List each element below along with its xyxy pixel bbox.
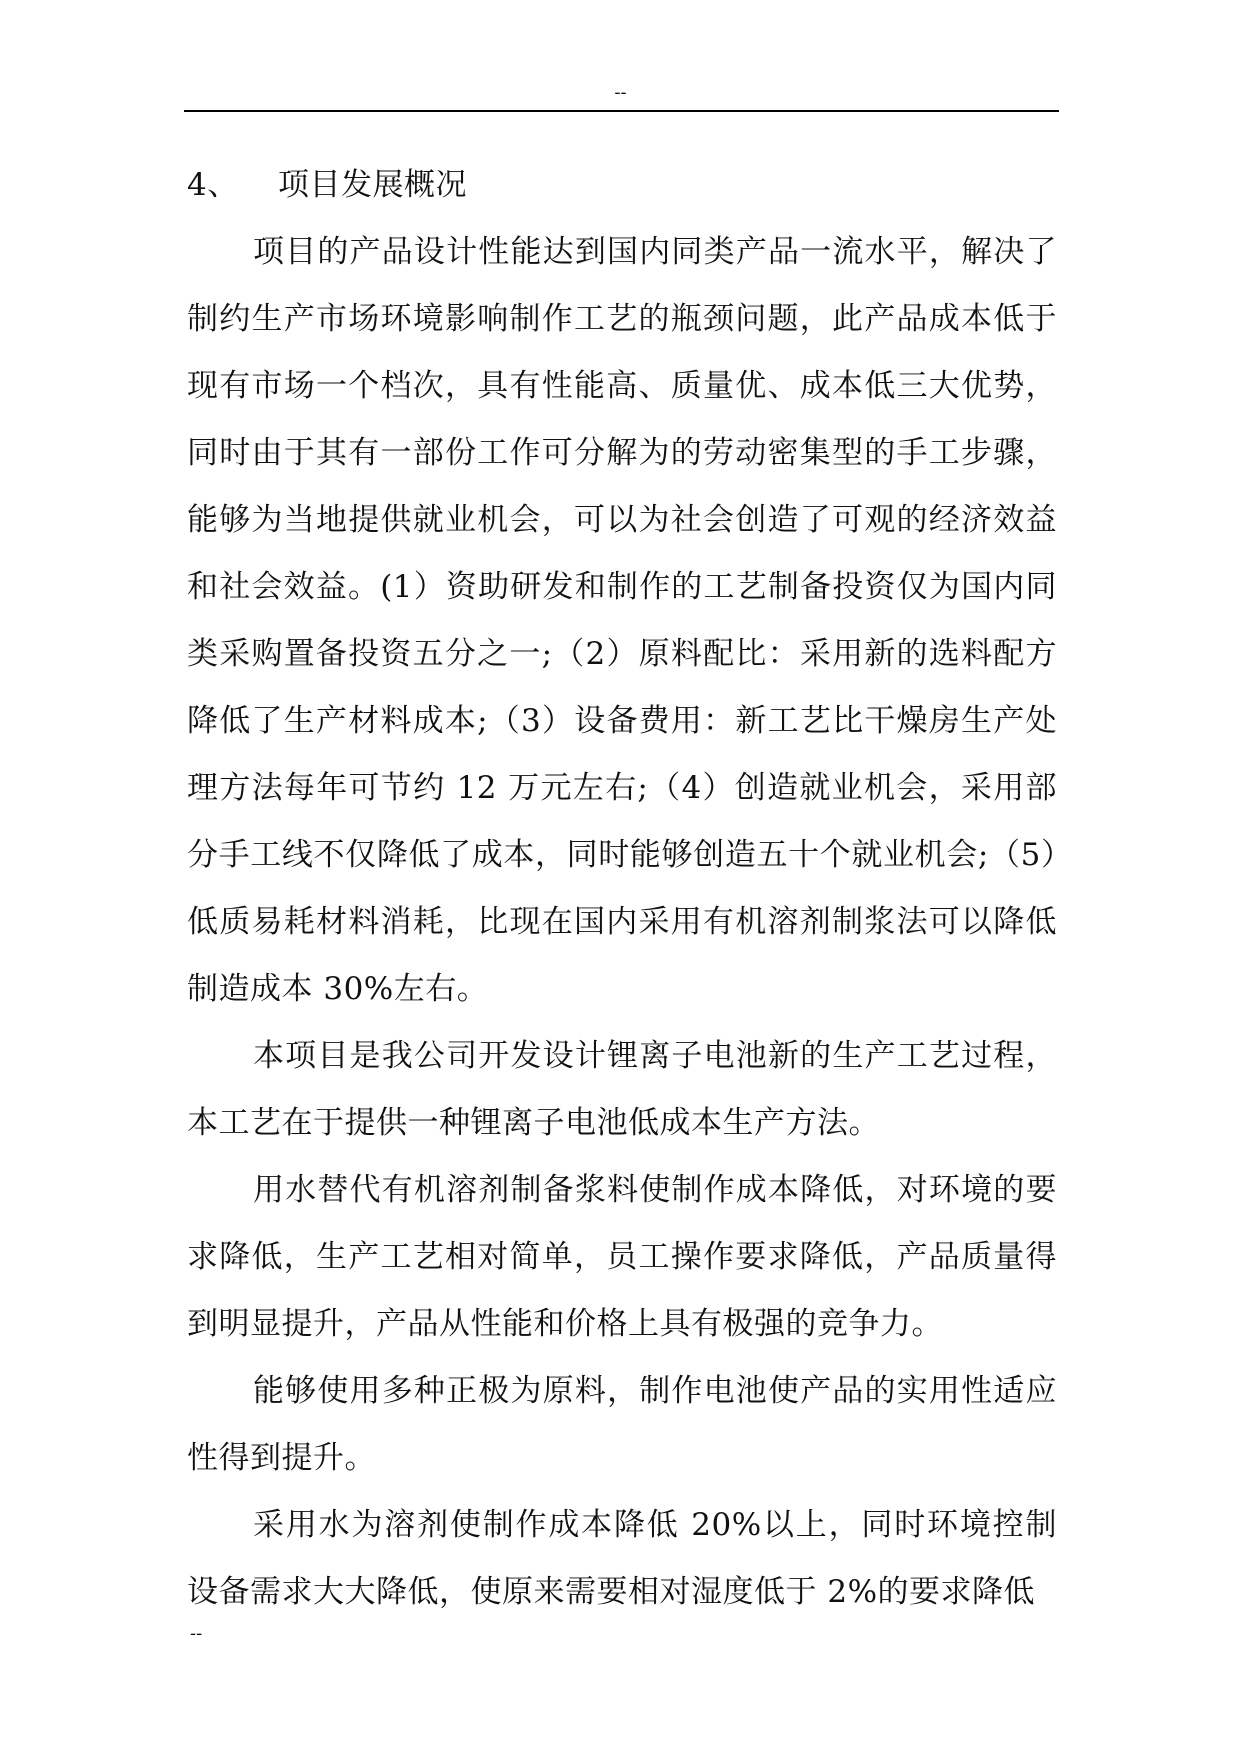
section-title: 项目发展概况 [278,167,467,203]
paragraph-cost-reduction: 采用水为溶剂使制作成本降低 20%以上，同时环境控制设备需求大大降低，使原来需要相对湿度低于 2%的要求降低 [187,1507,1057,1610]
document-body [187,152,1057,1626]
page-header-mark: -- [614,82,627,103]
paragraph-process: 本项目是我公司开发设计锂离子电池新的生产工艺过程，本工艺在于提供一种锂离子电池低成本生产方法。 [187,1038,1057,1141]
page-footer-mark: -- [190,1623,203,1644]
header-divider [184,110,1059,112]
section-heading [187,152,1057,219]
paragraph-overview: 项目的产品设计性能达到国内同类产品一流水平，解决了制约生产市场环境影响制作工艺的瓶颈问题，此产品成本低于现有市场一个档次，具有性能高、质量优、成本低三大优势，同时由于其有一部份工作可分解为的劳动密集型的手工步骤，能够为当地提供就业机会，可以为社会创造了可观的经济效益和社会效益。(1）资助研发和制作的工艺制备投资仅为国内同类采购置备投资五分之一;（2）原料配比：采用新的选料配方降低了生产材料成本;（3）设备费用：新工艺比干燥房生产处理方法每年可节约 12 万元左右;（4）创造就业机会，采用部分手工线不仅降低了成本，同时能够创造五十个就业机会;（5）低质易耗材料消耗，比现在国内采用有机溶剂制浆法可以降低制造成本 30%左右。 [187,234,1057,1007]
section-number: 4、 [187,167,239,203]
paragraph-cathode: 能够使用多种正极为原料，制作电池使产品的实用性适应性得到提升。 [187,1373,1057,1476]
paragraph-water-solvent: 用水替代有机溶剂制备浆料使制作成本降低，对环境的要求降低，生产工艺相对简单，员工操作要求降低，产品质量得到明显提升，产品从性能和价格上具有极强的竞争力。 [187,1172,1057,1342]
